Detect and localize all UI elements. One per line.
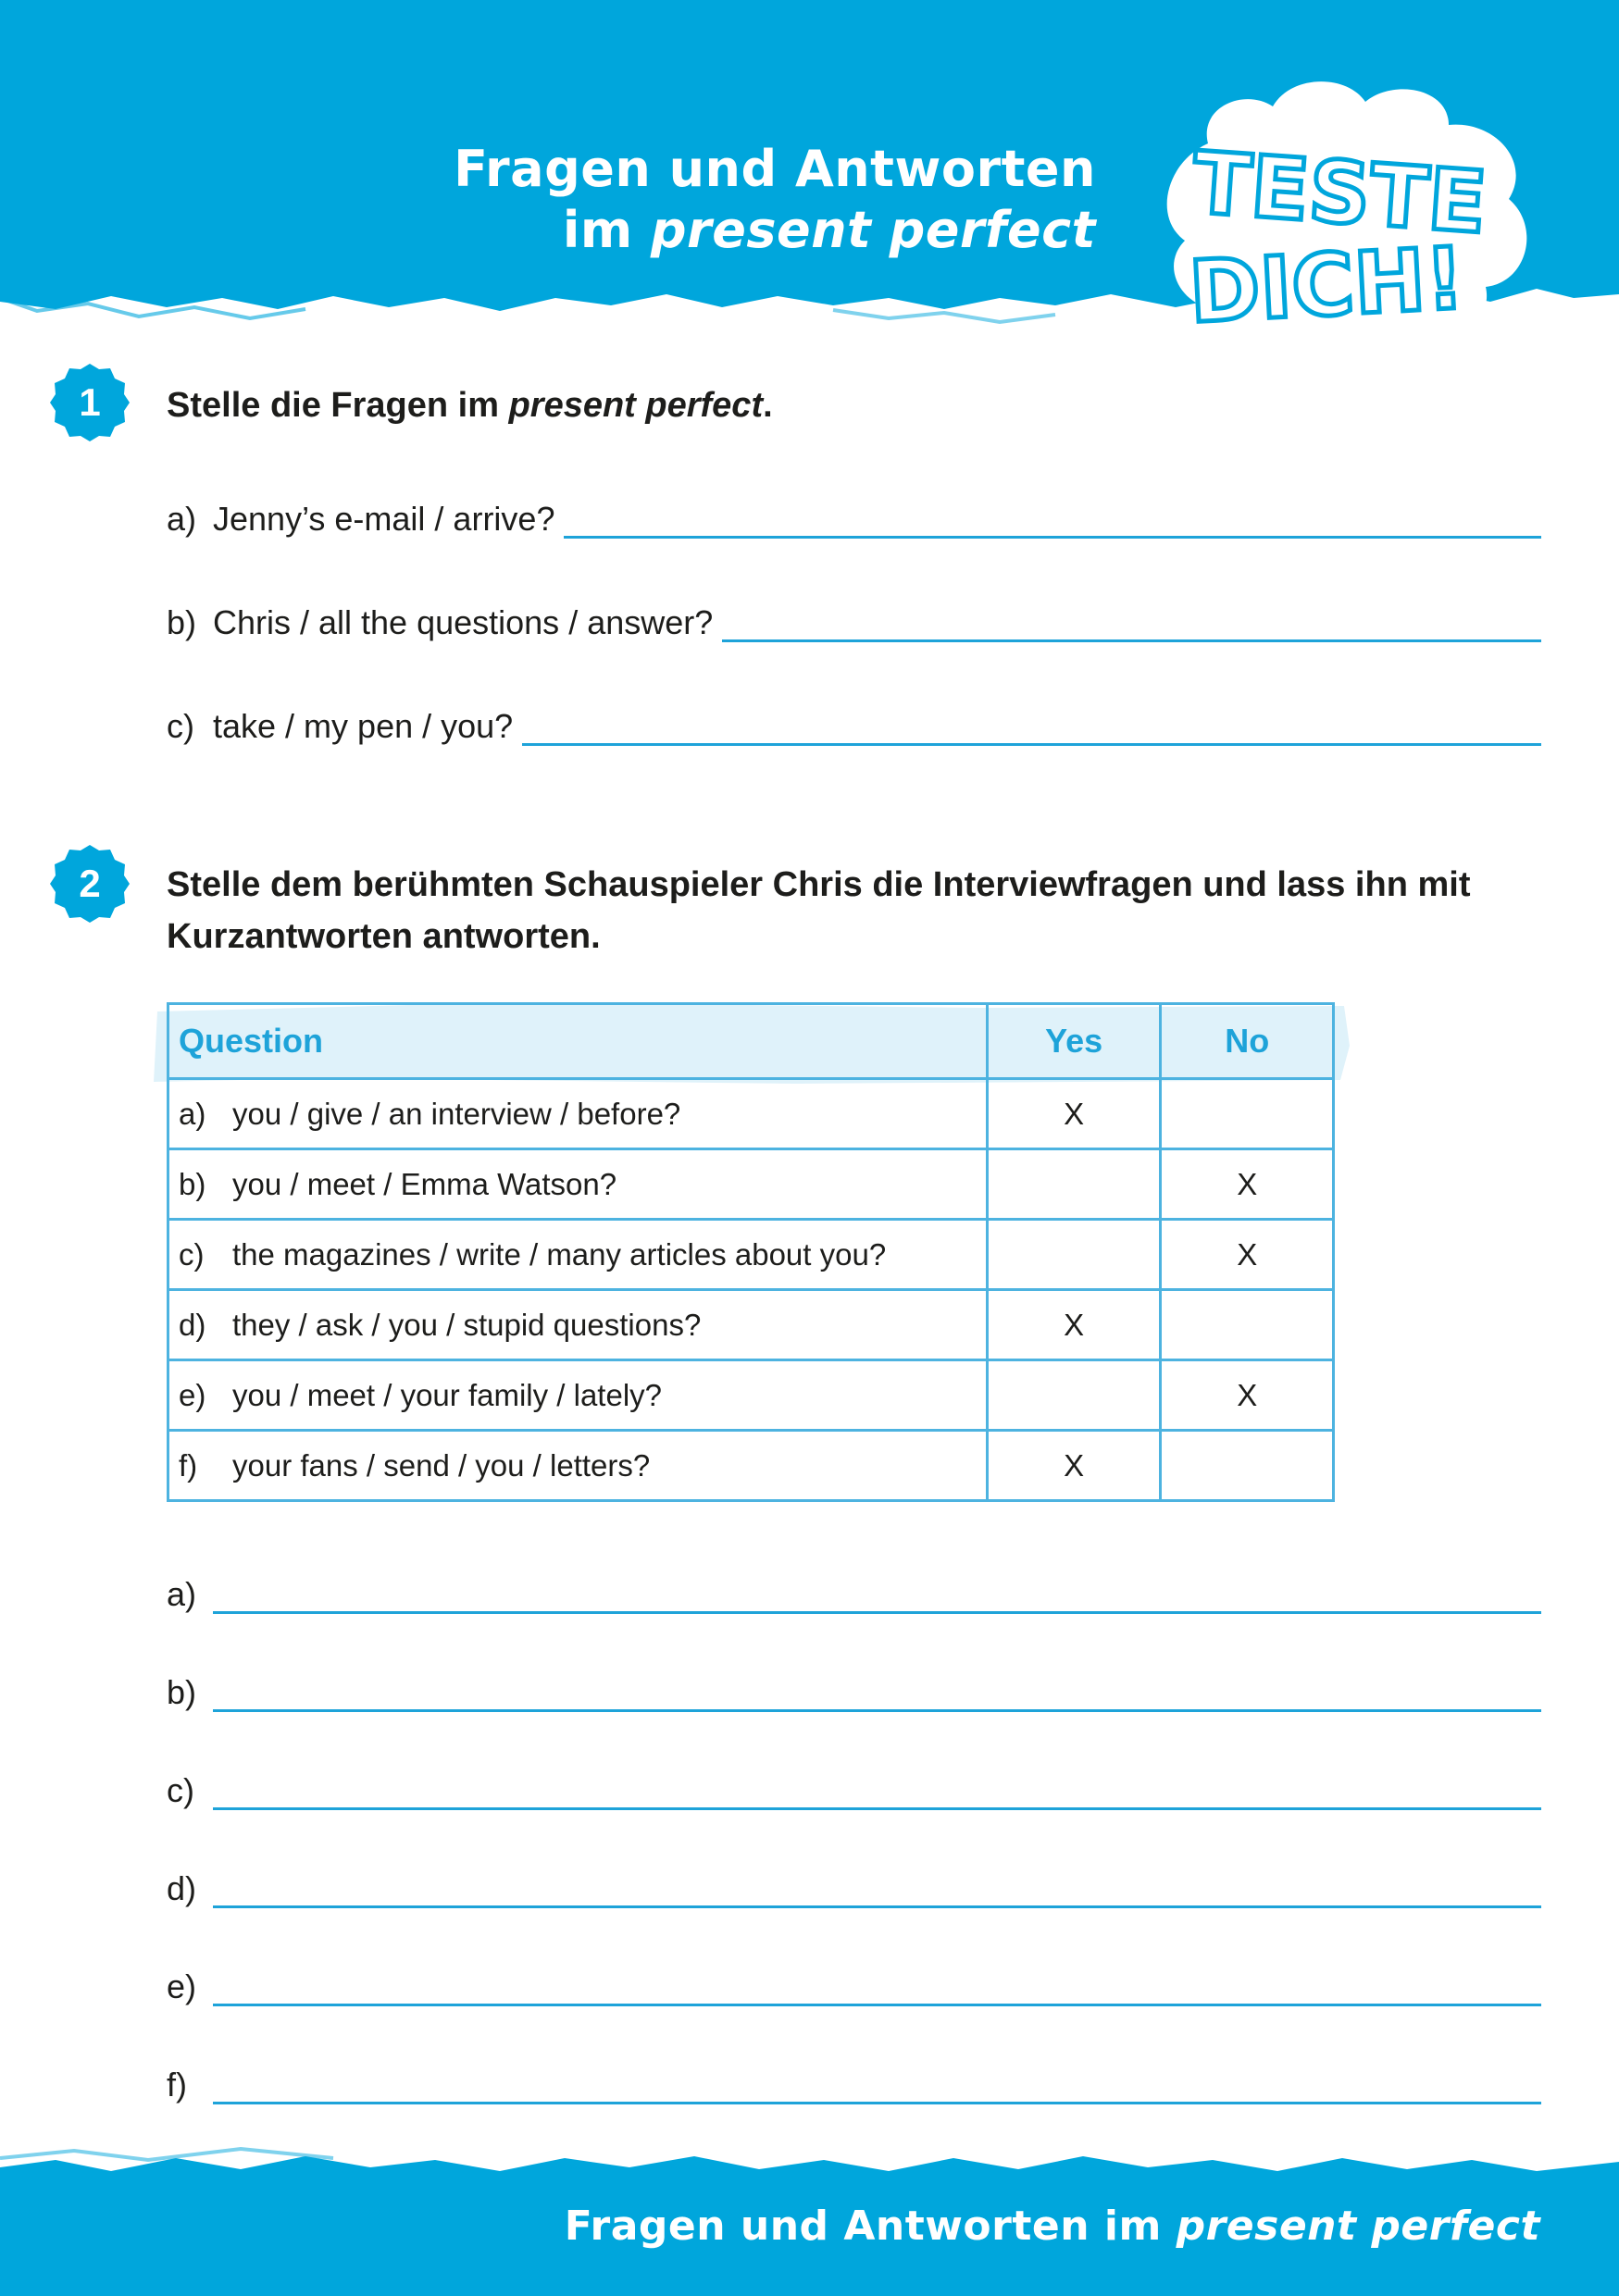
answer-row-f — [167, 2066, 1541, 2104]
question-text: Jenny’s e-mail / arrive? — [213, 500, 555, 538]
answer-line[interactable] — [522, 710, 1541, 746]
answer-letter: c) — [167, 1771, 194, 1809]
row-letter: b) — [179, 1166, 206, 1201]
header-title-line2 — [454, 200, 1096, 261]
answer-letter: e) — [167, 1967, 197, 2005]
badge-line2: DICH! — [1187, 229, 1467, 342]
answer-row-a — [167, 1575, 1541, 1614]
table-row — [168, 1220, 1334, 1290]
section-1-instruction-em: present perfect — [508, 386, 764, 425]
answer-row-b — [167, 1673, 1541, 1712]
row-letter: f) — [179, 1447, 198, 1483]
question-row-a — [167, 500, 1541, 539]
answer-row-d — [167, 1869, 1541, 1908]
question-row-b — [167, 603, 1541, 642]
row-text: they / ask / you / stupid questions? — [232, 1307, 702, 1342]
question-row-c — [167, 707, 1541, 746]
header-no: No — [1161, 1004, 1334, 1079]
answer-line[interactable] — [564, 503, 1541, 539]
table-row — [168, 1360, 1334, 1431]
table-row — [168, 1290, 1334, 1360]
answer-line[interactable] — [213, 1774, 1541, 1810]
no-cell[interactable]: X — [1161, 1149, 1334, 1220]
answer-line[interactable] — [213, 1578, 1541, 1614]
yes-cell[interactable]: X — [987, 1079, 1161, 1149]
table-row — [168, 1149, 1334, 1220]
no-cell[interactable] — [1161, 1290, 1334, 1360]
answer-line[interactable] — [213, 1872, 1541, 1908]
table-row — [168, 1079, 1334, 1149]
answer-line[interactable] — [722, 606, 1541, 642]
section-2-number — [48, 842, 131, 925]
table-header-row — [168, 1004, 1334, 1079]
row-text: the magazines / write / many articles about you? — [232, 1236, 887, 1272]
row-letter: a) — [179, 1096, 206, 1131]
yes-cell[interactable] — [987, 1220, 1161, 1290]
footer-title-prefix: Fragen und Antworten im — [564, 2203, 1177, 2250]
answer-row-e — [167, 1967, 1541, 2006]
answer-letter: b) — [167, 1673, 197, 1711]
section-1-number-text: 1 — [79, 380, 101, 424]
row-letter: d) — [179, 1307, 206, 1342]
section-2-instruction-line1: Stelle dem berühmten Schauspieler Chris die Interviewfragen und lass ihn mit — [167, 865, 1471, 904]
question-letter: c) — [167, 707, 194, 745]
answer-letter: a) — [167, 1575, 197, 1613]
answer-line[interactable] — [213, 2068, 1541, 2104]
answer-letter: d) — [167, 1869, 197, 1907]
header-title-em: present perfect — [650, 201, 1096, 259]
section-2-instruction — [167, 859, 1555, 962]
section-1-instruction-suffix: . — [763, 386, 773, 425]
yes-cell[interactable]: X — [987, 1431, 1161, 1501]
section-1-instruction-prefix: Stelle die Fragen im — [167, 386, 509, 425]
question-text: Chris / all the questions / answer? — [213, 603, 714, 641]
no-cell[interactable] — [1161, 1079, 1334, 1149]
question-cell — [168, 1220, 988, 1290]
question-cell — [168, 1079, 988, 1149]
question-cell — [168, 1360, 988, 1431]
answer-row-c — [167, 1771, 1541, 1810]
question-cell — [168, 1290, 988, 1360]
section-1-number — [48, 361, 131, 444]
no-cell[interactable]: X — [1161, 1220, 1334, 1290]
header-title-line1: Fragen und Antworten — [454, 140, 1096, 198]
header-title — [454, 139, 1096, 261]
header-question: Question — [168, 1004, 988, 1079]
question-cell — [168, 1149, 988, 1220]
answer-line[interactable] — [213, 1676, 1541, 1712]
header-title-prefix: im — [562, 201, 651, 259]
interview-table — [167, 1002, 1335, 1502]
answer-letter: f) — [167, 2066, 187, 2104]
section-1-instruction — [167, 379, 773, 431]
row-letter: e) — [179, 1377, 206, 1412]
section-2-number-text: 2 — [79, 862, 101, 905]
question-text: take / my pen / you? — [213, 707, 514, 745]
section-2-instruction-line2: Kurzantworten antworten. — [167, 917, 601, 956]
badge-line1: TESTE — [1189, 133, 1490, 254]
footer-title — [565, 2203, 1540, 2250]
footer-title-em: present perfect — [1176, 2203, 1540, 2250]
yes-cell[interactable] — [987, 1360, 1161, 1431]
answer-line[interactable] — [213, 1970, 1541, 2006]
yes-cell[interactable] — [987, 1149, 1161, 1220]
header-yes: Yes — [987, 1004, 1161, 1079]
row-text: you / meet / your family / lately? — [232, 1377, 663, 1412]
teste-dich-badge — [1143, 69, 1541, 375]
question-letter: a) — [167, 500, 197, 538]
question-cell — [168, 1431, 988, 1501]
row-text: you / give / an interview / before? — [232, 1096, 681, 1131]
yes-cell[interactable]: X — [987, 1290, 1161, 1360]
no-cell[interactable] — [1161, 1431, 1334, 1501]
no-cell[interactable]: X — [1161, 1360, 1334, 1431]
question-letter: b) — [167, 603, 197, 641]
row-text: your fans / send / you / letters? — [232, 1447, 651, 1483]
row-letter: c) — [179, 1236, 205, 1272]
table-row — [168, 1431, 1334, 1501]
row-text: you / meet / Emma Watson? — [232, 1166, 617, 1201]
